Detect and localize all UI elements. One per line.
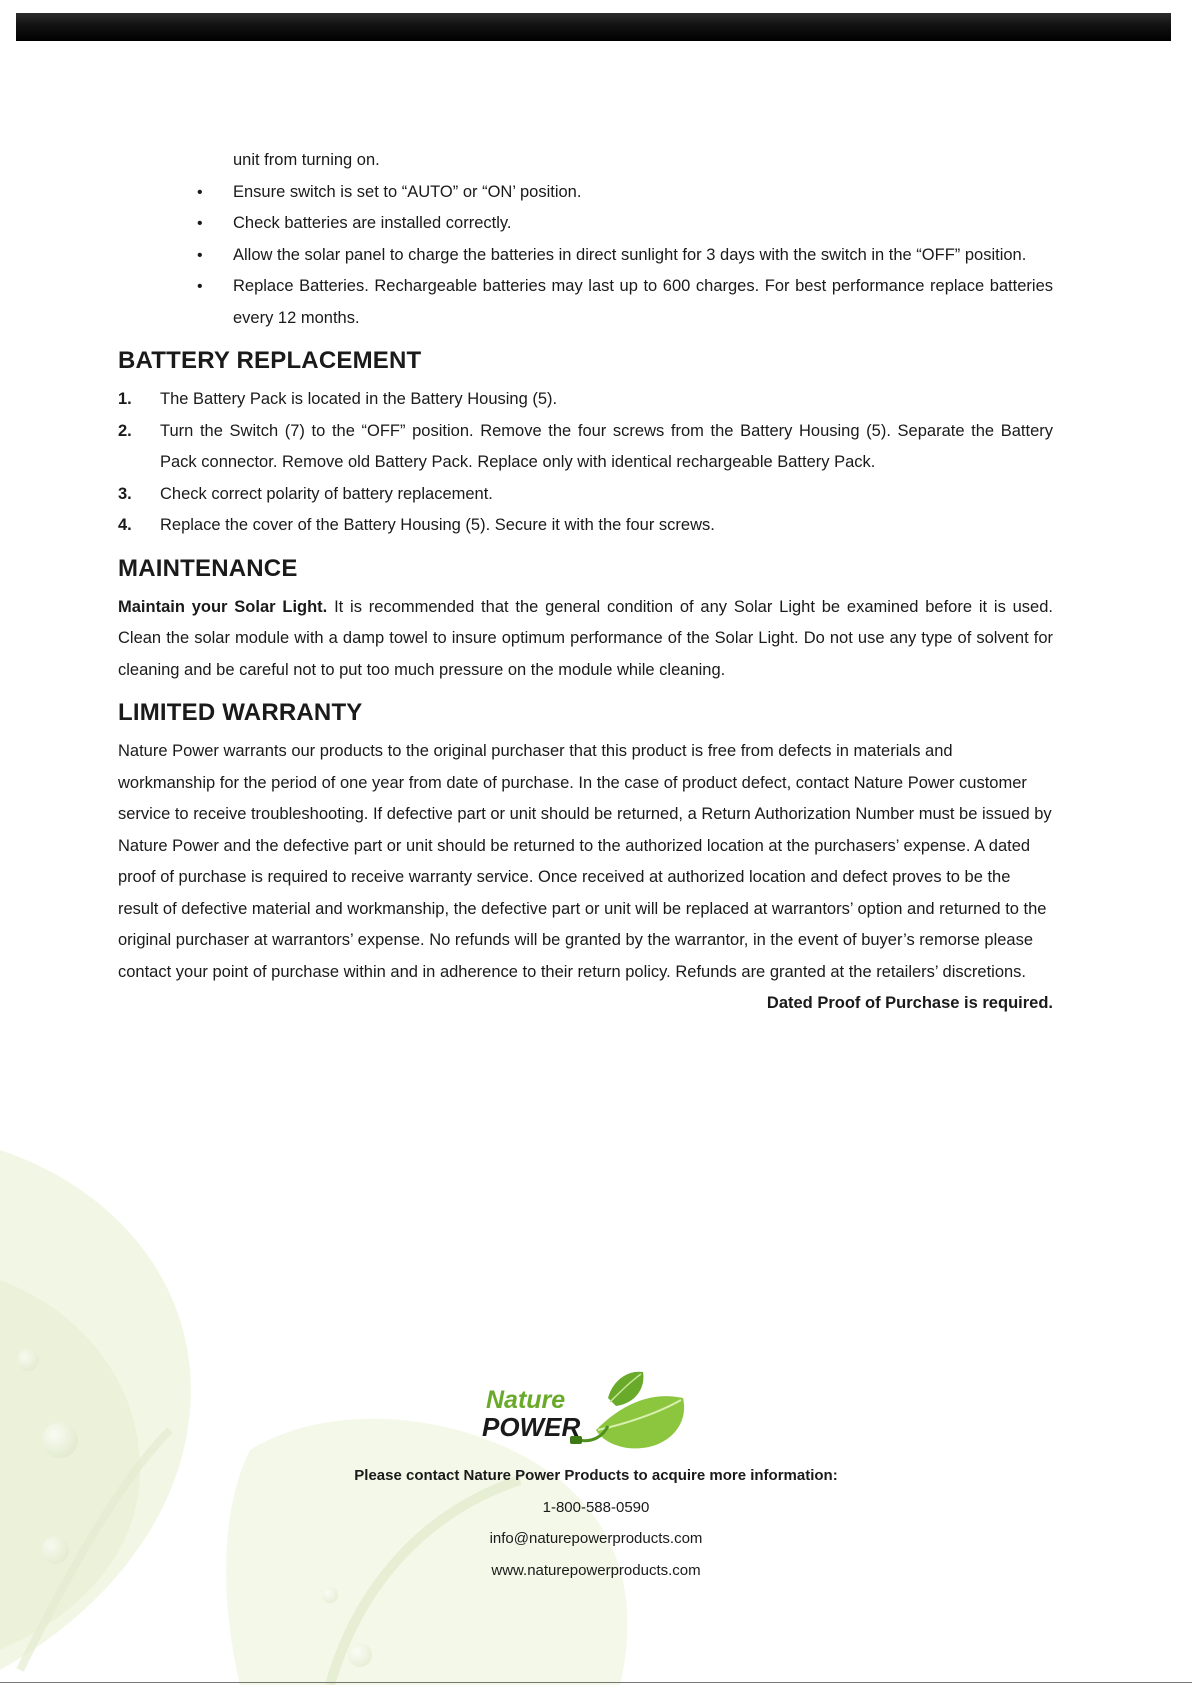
logo-text-nature: Nature	[486, 1386, 566, 1414]
bullet-icon: •	[197, 246, 203, 264]
contact-email[interactable]: info@naturepowerproducts.com	[489, 1530, 703, 1547]
section-heading-battery-replacement: BATTERY REPLACEMENT	[118, 347, 422, 374]
nature-power-logo	[478, 1368, 700, 1456]
manual-content	[118, 145, 1053, 1020]
maintenance-lead: Maintain your Solar Light.	[118, 597, 328, 616]
bullet-icon: •	[197, 183, 203, 201]
list-item: • Check batteries are installed correctly.	[118, 208, 1053, 240]
contact-block	[0, 1460, 1192, 1586]
water-drop	[322, 1587, 338, 1603]
water-drop	[348, 1643, 372, 1667]
step-number: 2.	[118, 421, 132, 440]
logo-text-power: POWER	[482, 1412, 581, 1442]
list-item: • Replace Batteries. Rechargeable batteries may last up to 600 charges. For best performance replace batteries every 12 months.	[118, 271, 1053, 334]
list-item: • Ensure switch is set to “AUTO” or “ON’ position.	[118, 177, 1053, 209]
step-number: 4.	[118, 516, 132, 534]
battery-steps-list	[118, 384, 1053, 542]
step-item: 2. Turn the Switch (7) to the “OFF” position. Remove the four screws from the Battery Housing (5). Separate the Battery Pack connector. Remove old Battery Pack. Replace only with identical rechargeable Battery Pack.	[118, 416, 1053, 479]
step-item: 4. Replace the cover of the Battery Housing (5). Secure it with the four screws.	[118, 510, 1053, 542]
water-drop	[17, 1349, 39, 1371]
warranty-note: Dated Proof of Purchase is required.	[766, 994, 1053, 1012]
step-item: 1. The Battery Pack is located in the Battery Housing (5).	[118, 384, 1053, 416]
step-number: 3.	[118, 484, 132, 503]
contact-heading: Please contact Nature Power Products to acquire more information:	[354, 1467, 838, 1484]
bullet-icon: •	[197, 215, 203, 232]
maintenance-body: It is recommended that the general condition of any Solar Light be examined before it is used. Clean the solar module with a damp towel to insure optimum performance of the Solar Light. Do not use any type of solvent for cleaning and be careful not to put too much pressure on the module while cleaning.	[118, 597, 1053, 679]
footer-divider	[0, 1682, 1192, 1683]
header-bar	[16, 13, 1171, 41]
troubleshooting-list	[118, 145, 1053, 334]
water-drop	[42, 1422, 78, 1458]
contact-phone: 1-800-588-0590	[542, 1498, 650, 1516]
warranty-paragraph: Nature Power warrants our products to the original purchaser that this product is free from defects in materials and workmanship for the period of one year from date of purchase. In the case of product defect, contact Nature Power customer service to receive troubleshooting. If defective part or unit should be returned, a Return Authorization Number must be issued by Nature Power and the defective part or unit should be returned to the authorized location at the purchasers’ expense. A dated proof of purchase is required to receive warranty service. Once received at authorized location and defect proves to be the result of defective material and workmanship, the defective part or unit will be replaced at warrantors’ option and returned to the original purchaser at warrantors’ expense. No refunds will be granted by the warrantor, in the event of buyer’s remorse please contact your point of purchase within and in adherence to their return policy. Refunds are granted at the retailers’ discretions.	[118, 742, 1052, 981]
step-number: 1.	[118, 390, 132, 408]
contact-website[interactable]: www.naturepowerproducts.com	[491, 1561, 701, 1579]
maintenance-paragraph	[118, 592, 1053, 687]
section-heading-maintenance: MAINTENANCE	[118, 554, 298, 582]
list-item: • Allow the solar panel to charge the batteries in direct sunlight for 3 days with the switch in the “OFF” position.	[118, 240, 1053, 272]
bullet-icon: •	[197, 278, 203, 295]
step-item: 3. Check correct polarity of battery replacement.	[118, 479, 1053, 511]
section-heading-warranty: LIMITED WARRANTY	[118, 699, 363, 726]
list-item: unit from turning on.	[233, 151, 380, 169]
